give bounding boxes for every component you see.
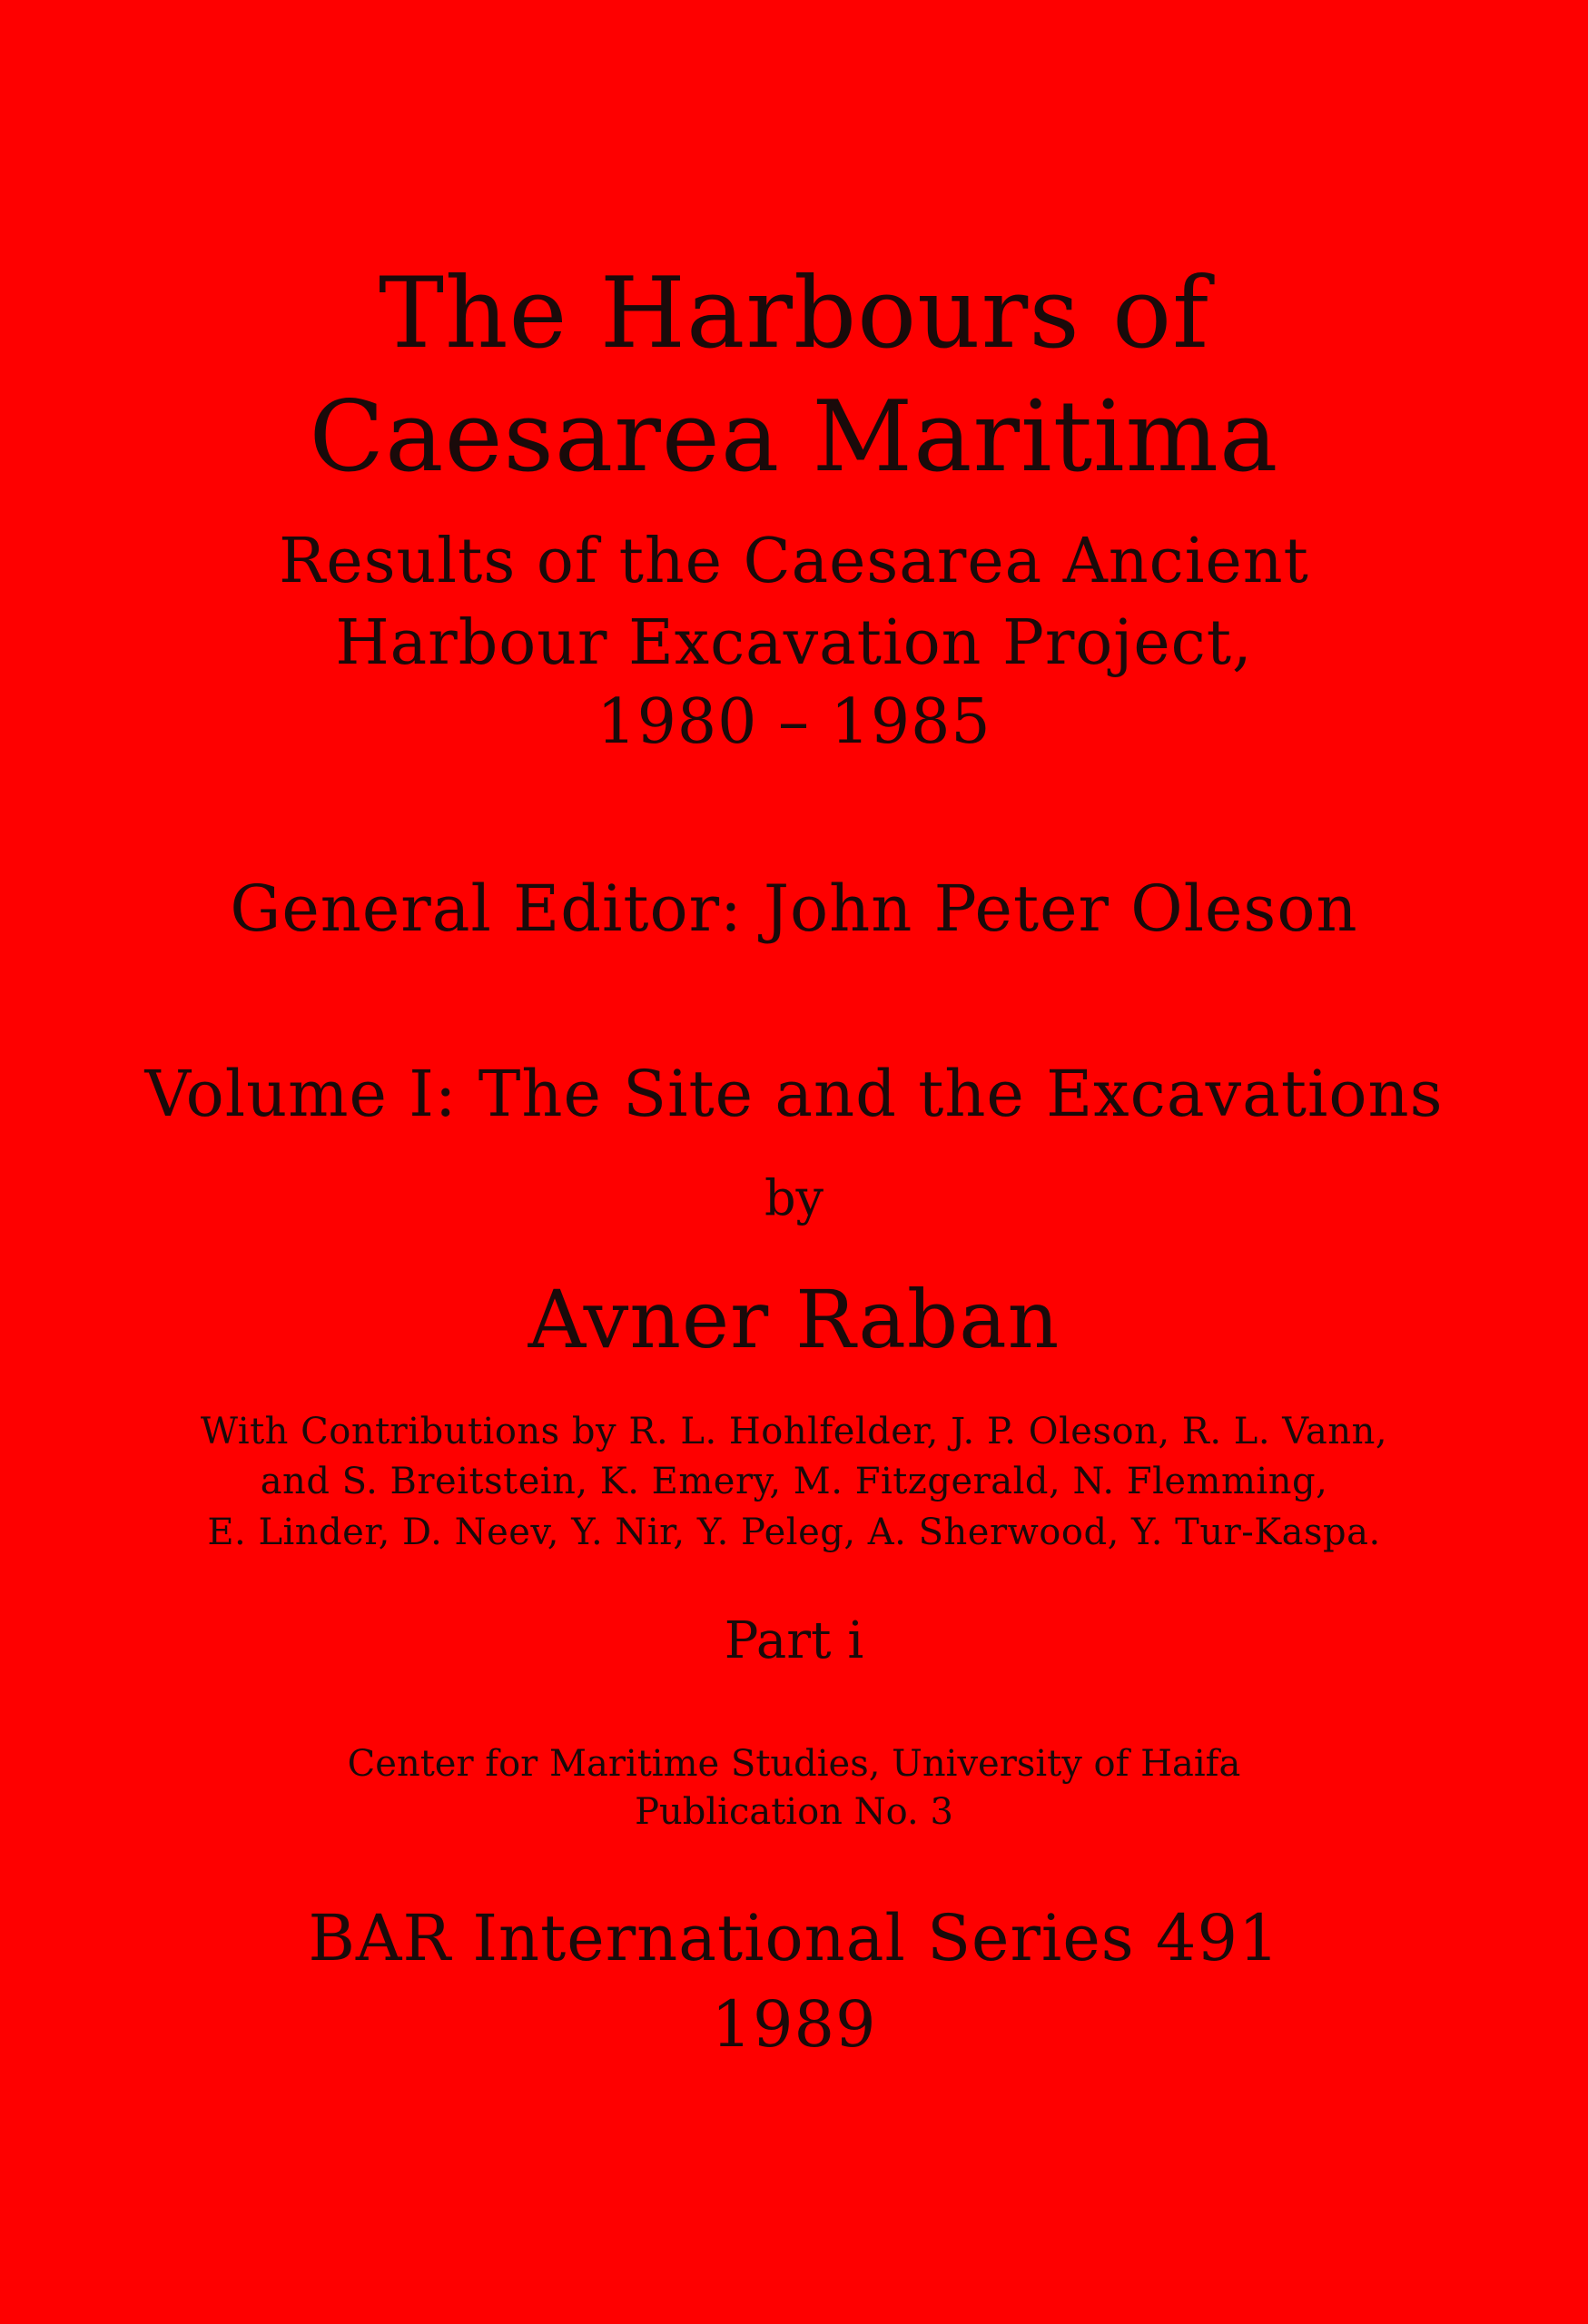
publisher-line-1: Center for Maritime Studies, University of Haifa xyxy=(347,1743,1241,1785)
title-line-2: Caesarea Maritima xyxy=(309,380,1279,494)
subtitle-line-1: Results of the Caesarea Ancient xyxy=(279,526,1309,597)
contributors-line-2: and S. Breitstein, K. Emery, M. Fitzgerald, N. Flemming, xyxy=(260,1461,1328,1502)
title-line-1: The Harbours of xyxy=(378,257,1210,370)
subtitle-line-2: Harbour Excavation Project, xyxy=(335,607,1253,679)
by-label: by xyxy=(764,1169,824,1226)
publication-year: 1989 xyxy=(711,1987,877,2062)
series-name: BAR International Series 491 xyxy=(308,1901,1280,1975)
contributors-line-3: E. Linder, D. Neev, Y. Nir, Y. Peleg, A. Sherwood, Y. Tur-Kaspa. xyxy=(207,1512,1381,1553)
general-editor: General Editor: John Peter Oleson xyxy=(230,872,1358,946)
part-label: Part i xyxy=(724,1611,864,1670)
publisher-line-2: Publication No. 3 xyxy=(635,1791,953,1833)
subtitle-years: 1980 – 1985 xyxy=(597,686,991,758)
author-name: Avner Raban xyxy=(528,1273,1060,1366)
volume-title: Volume I: The Site and the Excavations xyxy=(144,1057,1444,1131)
contributors-line-1: With Contributions by R. L. Hohlfelder, J. P. Oleson, R. L. Vann, xyxy=(200,1411,1388,1452)
